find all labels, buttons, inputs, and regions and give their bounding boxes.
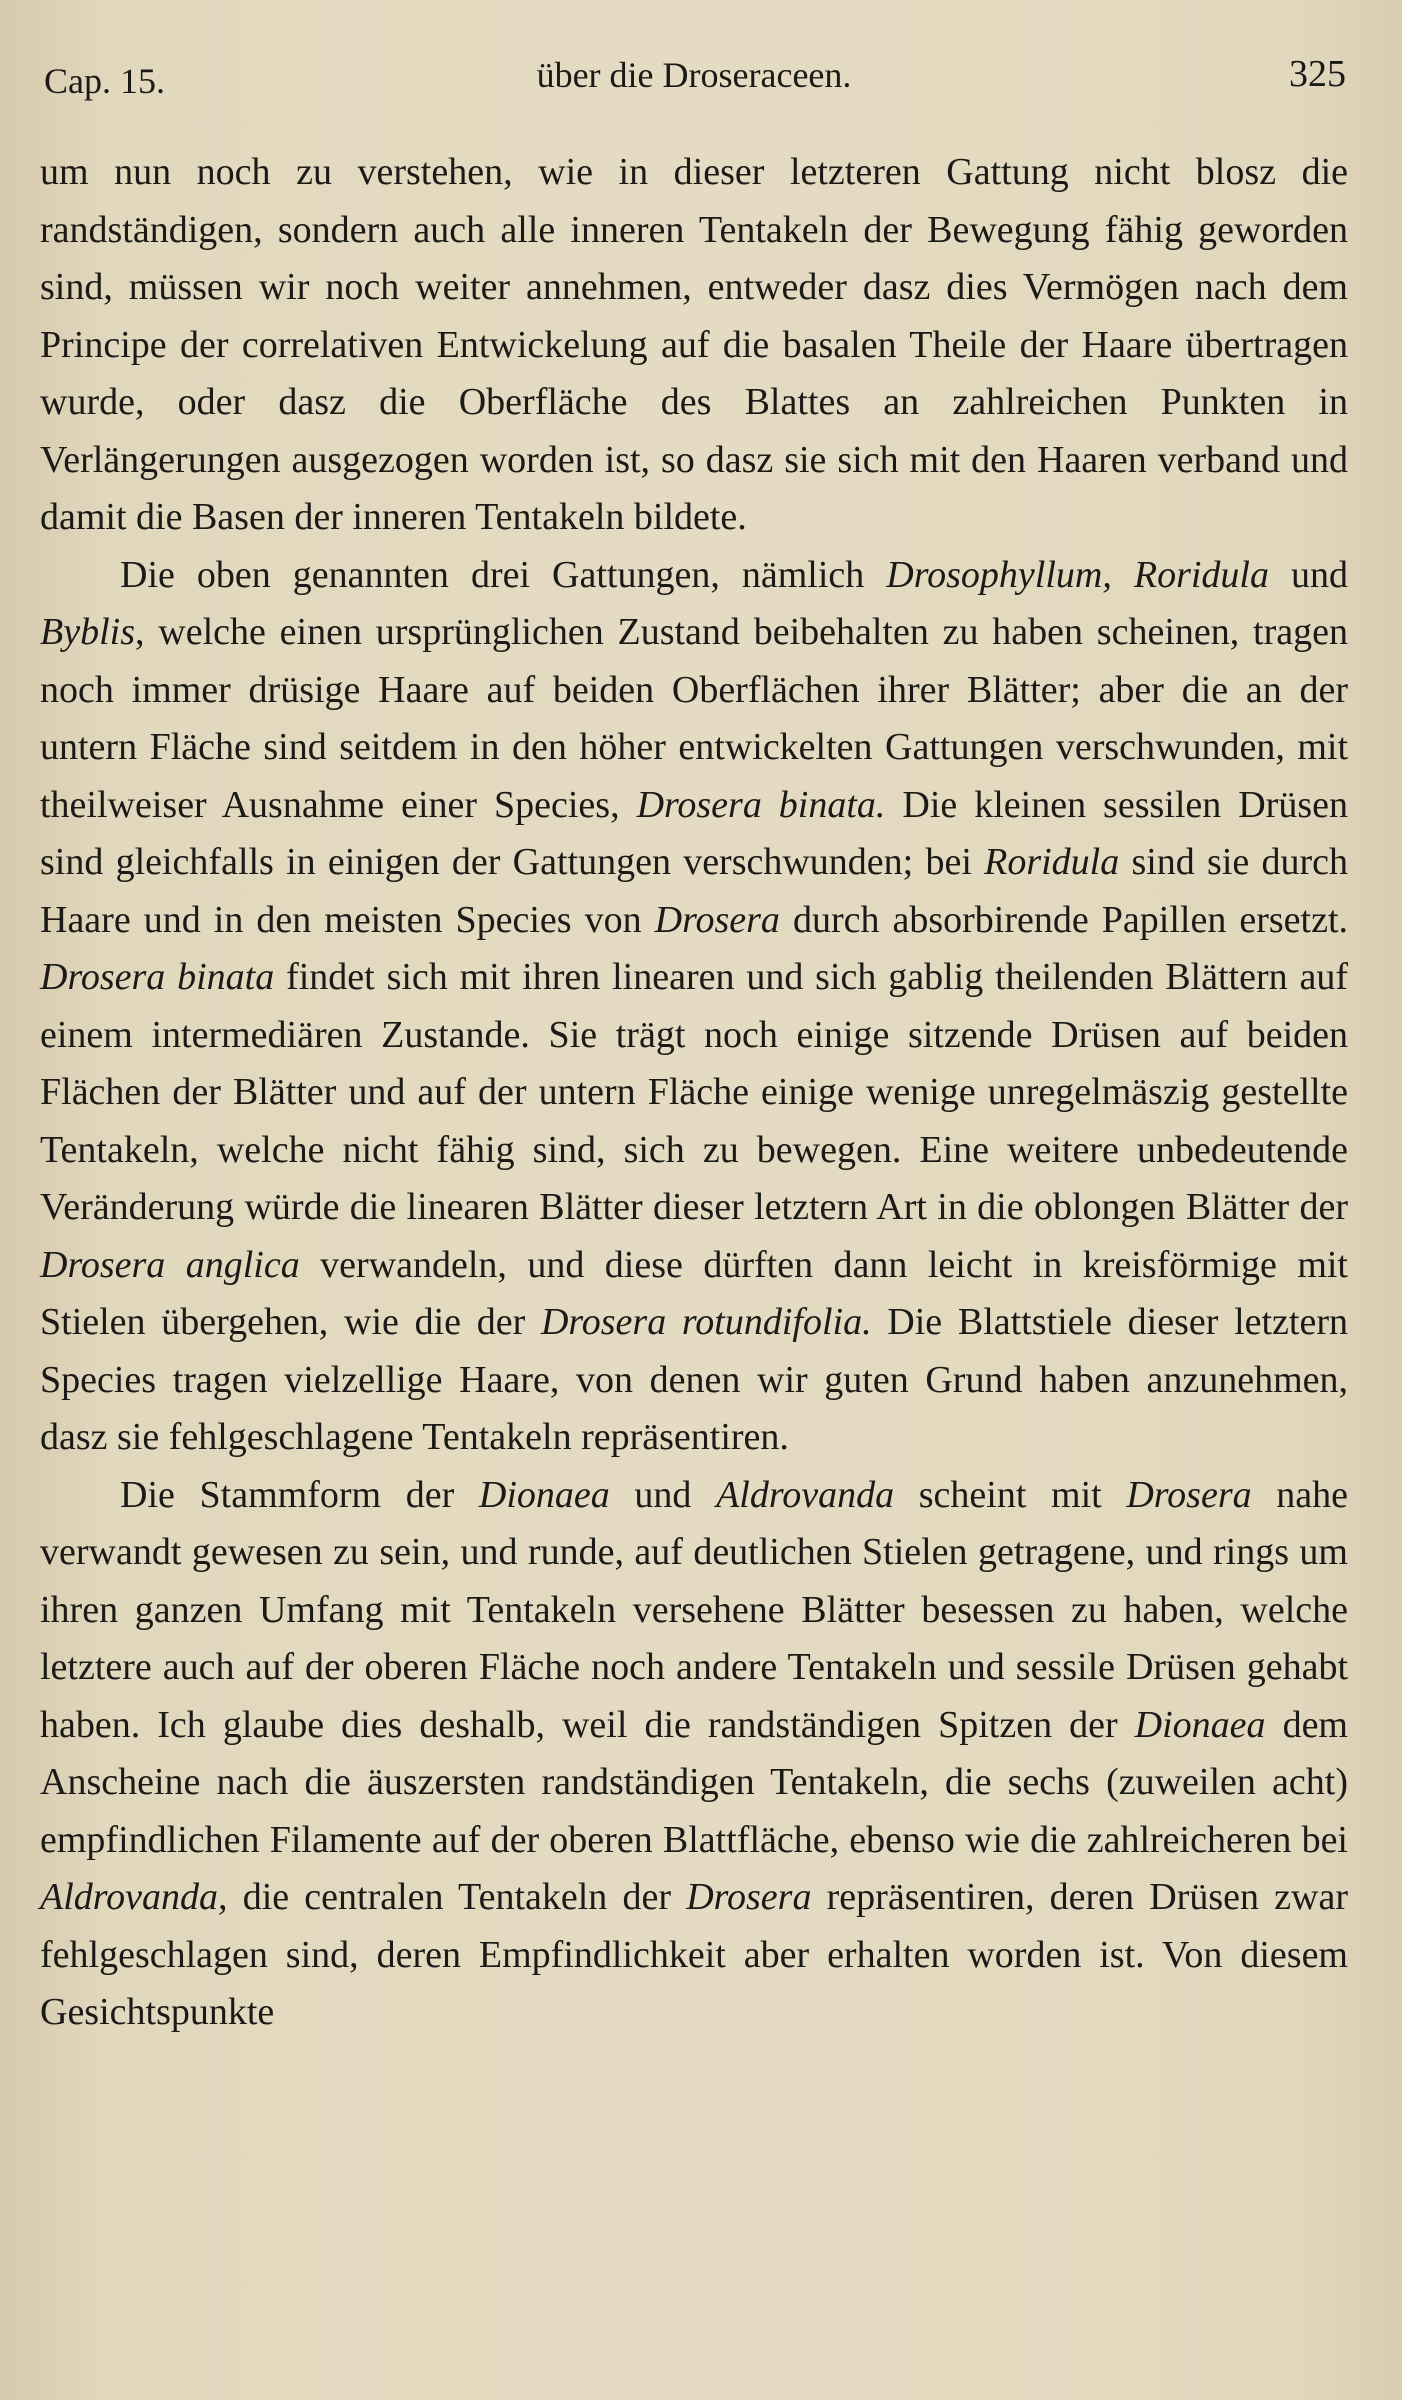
italic-term: Drosophyllum, <box>886 553 1112 596</box>
paragraph-3 <box>40 1467 1348 2042</box>
text-run: Die oben genannten drei Gattungen, nämlich <box>120 553 887 596</box>
running-title: über die Droseraceen. <box>536 55 852 95</box>
text-run: nahe verwandt gewesen zu sein, und runde, auf deutlichen Stielen getragene, und rings um ihren ganzen Umfang mit Tentakeln versehene Blätter besessen zu haben, welche letztere auch auf der oberen Fläche noch andere Tentakeln und sessile Drüsen gehabt haben. Ich glaube dies deshalb, weil die randständigen Spitzen der <box>40 1473 1349 1746</box>
italic-term: Dionaea <box>478 1473 610 1516</box>
italic-term: Roridula <box>1133 553 1269 596</box>
text-run: und <box>1268 553 1349 596</box>
paragraph-2 <box>40 547 1348 1467</box>
chapter-label: Cap. 15. <box>44 61 165 101</box>
italic-term: Drosera anglica <box>40 1243 300 1286</box>
text-run: dem Anscheine nach die äuszersten randständigen Tentakeln, die sechs (zuweilen acht) empfindlichen Filamente auf der oberen Blattfläche, ebenso wie die zahlreicheren bei <box>40 1703 1348 1861</box>
page-number: 325 <box>1289 53 1346 95</box>
paragraph-1 <box>40 144 1348 547</box>
text-run: verwandeln, und diese dürften dann leicht in kreisförmige mit Stielen übergehen, wie die der <box>40 1243 1348 1343</box>
text-run: Die Stammform der <box>120 1473 479 1516</box>
text-run <box>1112 554 1134 596</box>
text-run: die centralen Tentakeln der <box>227 1876 687 1918</box>
italic-term: Drosera <box>1126 1473 1252 1516</box>
italic-term: Drosera binata <box>40 956 275 998</box>
text-run: um nun noch zu verstehen, wie in dieser letzteren Gattung nicht blosz die randständigen, sondern auch alle inneren Tentakeln der Bewegung fähig geworden sind, müssen wir noch weiter annehmen, entweder dasz dies Vermögen nach dem Principe der correlativen Entwickelung auf die basalen Theile der Haare übertragen wurde, oder dasz die Oberfläche des Blattes an zahlreichen Punkten in Verlängerungen ausgezogen worden ist, so dasz sie sich mit den Haaren verband und damit die Basen der inneren Tentakeln bildete. <box>40 151 1348 538</box>
italic-term: Drosera <box>654 898 780 941</box>
text-run: sind sie durch Haare und in den meisten Species von <box>40 841 1348 941</box>
running-head <box>40 52 1348 102</box>
text-run: Die kleinen sessilen Drüsen sind gleichfalls in einigen der Gattungen verschwunden; bei <box>40 783 1348 883</box>
italic-term: Aldrovanda, <box>40 1876 228 1918</box>
text-run: und <box>609 1473 717 1516</box>
italic-term: Aldrovanda <box>716 1473 895 1516</box>
text-run: repräsentiren, deren Drüsen zwar fehlgeschlagen sind, deren Empfindlichkeit aber erhalten worden ist. Von diesem Gesichtspunkte <box>40 1876 1348 2033</box>
italic-term: Drosera binata. <box>636 783 886 826</box>
italic-term: Drosera rotundifolia. <box>540 1301 872 1343</box>
text-run: Die Blattstiele dieser letztern Species tragen vielzellige Haare, von denen wir guten Grund haben anzunehmen, dasz sie fehlgeschlagene Tentakeln repräsentiren. <box>40 1301 1348 1458</box>
text-run: scheint mit <box>894 1473 1127 1516</box>
text-run: durch absorbirende Papillen ersetzt. <box>779 898 1349 941</box>
text-run: findet sich mit ihren linearen und sich gablig theilenden Blättern auf einem intermediären Zustande. Sie trägt noch einige sitzende Drüsen auf beiden Flächen der Blätter und auf der untern Fläche einige wenige unregelmäszig gestellte Tentakeln, welche nicht fähig sind, sich zu bewegen. Eine weitere unbedeutende Veränderung würde die linearen Blätter dieser letztern Art in die oblongen Blätter der <box>40 956 1348 1228</box>
body-text <box>40 144 1348 2042</box>
italic-term: Byblis <box>40 611 135 653</box>
italic-term: Roridula <box>984 841 1120 883</box>
text-run: , welche einen ursprünglichen Zustand beibehalten zu haben scheinen, tragen noch immer drüsige Haare auf beiden Oberflächen ihrer Blätter; aber die an der untern Fläche sind seitdem in den höher entwickelten Gattungen verschwunden, mit theilweiser Ausnahme einer Species, <box>40 611 1348 826</box>
italic-term: Drosera <box>686 1876 812 1918</box>
italic-term: Dionaea <box>1134 1703 1266 1746</box>
